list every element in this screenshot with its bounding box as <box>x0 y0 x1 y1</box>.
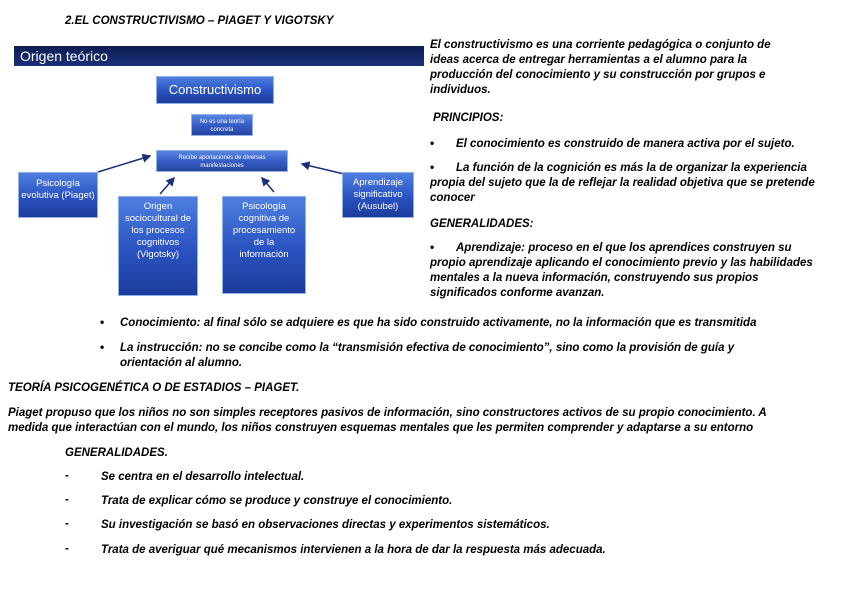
arrow-left <box>98 156 150 172</box>
psicologia-cognitiva-box: Psicología cognitiva de procesamiento de la información <box>222 196 306 294</box>
dash-icon: - <box>65 470 69 482</box>
bullet-icon: • <box>100 340 105 354</box>
section2-item: Su investigación se basó en observaciones directas y experimentos sistemáticos. <box>101 519 550 531</box>
aprendizaje-significativo-box: Aprendizaje significativo (Ausubel) <box>342 172 414 218</box>
principio-item: El conocimiento es construido de manera activa por el sujeto. <box>456 138 795 150</box>
section2-generalidades-heading: GENERALIDADES. <box>65 447 168 459</box>
aportaciones-box: Recibe aportaciones de diversas manifestaciones <box>156 150 288 172</box>
section2-item: Se centra en el desarrollo intelectual. <box>101 471 305 483</box>
dash-icon: - <box>65 494 69 506</box>
bullet-icon: • <box>430 240 435 254</box>
principios-heading: PRINCIPIOS: <box>433 112 504 124</box>
intro-paragraph: El constructivismo es una corriente pedagógica o conjunto de ideas acerca de entregar herramientas a el alumno para la producción del conocimiento y su construcción por grupos e individuos. <box>430 39 771 96</box>
dash-icon: - <box>65 518 69 530</box>
constructivismo-box: Constructivismo <box>156 76 274 104</box>
section2-item: Trata de explicar cómo se produce y construye el conocimiento. <box>101 495 453 507</box>
diagram-banner: Origen teórico <box>14 46 424 66</box>
teoria-box: No es una teoría concreta <box>191 114 253 136</box>
bullet-icon: • <box>100 315 105 329</box>
arrow-bottom-right <box>262 178 274 192</box>
arrow-right <box>302 164 344 174</box>
generalidad-item: Aprendizaje: proceso en el que los aprendices construyen su propio aprendizaje aplicando el conocimiento previo y las habilidades mentales a la nueva información, construyendo sus propios significados conforme avanzan. <box>430 242 813 299</box>
generalidades-heading: GENERALIDADES: <box>430 218 534 230</box>
conocimiento-item: Conocimiento: al final sólo se adquiere es que ha sido construido activamente, no la información que es transmitida <box>120 317 757 329</box>
psicologia-evolutiva-box: Psicología evolutiva (Piaget) <box>18 172 98 218</box>
origen-teorico-diagram <box>14 46 426 298</box>
dash-icon: - <box>65 543 69 555</box>
principio-item: La función de la cognición es más la de organizar la experiencia propia del sujeto que la de reflejar la realidad objetiva que se pretende conocer <box>430 162 815 204</box>
bullet-icon: • <box>430 136 435 150</box>
origen-sociocultural-box: Origen sociocultural de los procesos cognitivos (Vigotsky) <box>118 196 198 296</box>
section2-title: TEORÍA PSICOGENÉTICA O DE ESTADIOS – PIAGET. <box>8 382 300 394</box>
bullet-icon: • <box>430 160 435 174</box>
arrow-bottom-left <box>160 178 174 194</box>
instruccion-item: La instrucción: no se concibe como la “transmisión efectiva de conocimiento”, sino como la provisión de guía y orientación al alumno. <box>120 342 735 369</box>
section2-paragraph: Piaget propuso que los niños no son simples receptores pasivos de información, sino constructores activos de su propio conocimiento. A medida que interactúan con el mundo, los niños construyen esquemas mentales que les permiten comprender y adaptarse a su entorno <box>8 407 767 434</box>
section2-item: Trata de averiguar qué mecanismos intervienen a la hora de dar la respuesta más adecuada. <box>101 544 606 556</box>
document-title: 2.EL CONSTRUCTIVISMO – PIAGET Y VIGOTSKY <box>65 15 334 27</box>
